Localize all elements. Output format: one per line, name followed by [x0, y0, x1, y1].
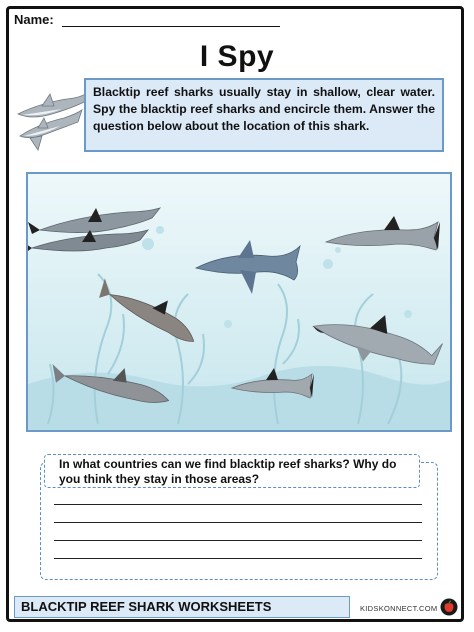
- question-box: In what countries can we find blacktip reef sharks? Why do you think they stay in those areas?: [44, 454, 420, 488]
- name-label: Name:: [14, 12, 54, 27]
- instructions-box: Blacktip reef sharks usually stay in shallow, clear water. Spy the blacktip reef sharks and encircle them. Answer the question below about the location of this shark.: [84, 78, 444, 152]
- name-field[interactable]: [62, 26, 280, 27]
- answer-line-3[interactable]: [54, 540, 422, 541]
- page-title: I Spy: [199, 40, 275, 73]
- answer-line-2[interactable]: [54, 522, 422, 523]
- footer-title: BLACKTIP REEF SHARK WORKSHEETS: [14, 596, 350, 618]
- answer-line-1[interactable]: [54, 504, 422, 505]
- answer-line-4[interactable]: [54, 558, 422, 559]
- ocean-scene-illustration: [28, 174, 450, 430]
- shark-thumbnail-illustration: [12, 84, 90, 154]
- brand-text: KIDSKONNECT.COM: [360, 604, 438, 613]
- apple-logo-icon: [440, 598, 458, 616]
- ocean-scene: [26, 172, 452, 432]
